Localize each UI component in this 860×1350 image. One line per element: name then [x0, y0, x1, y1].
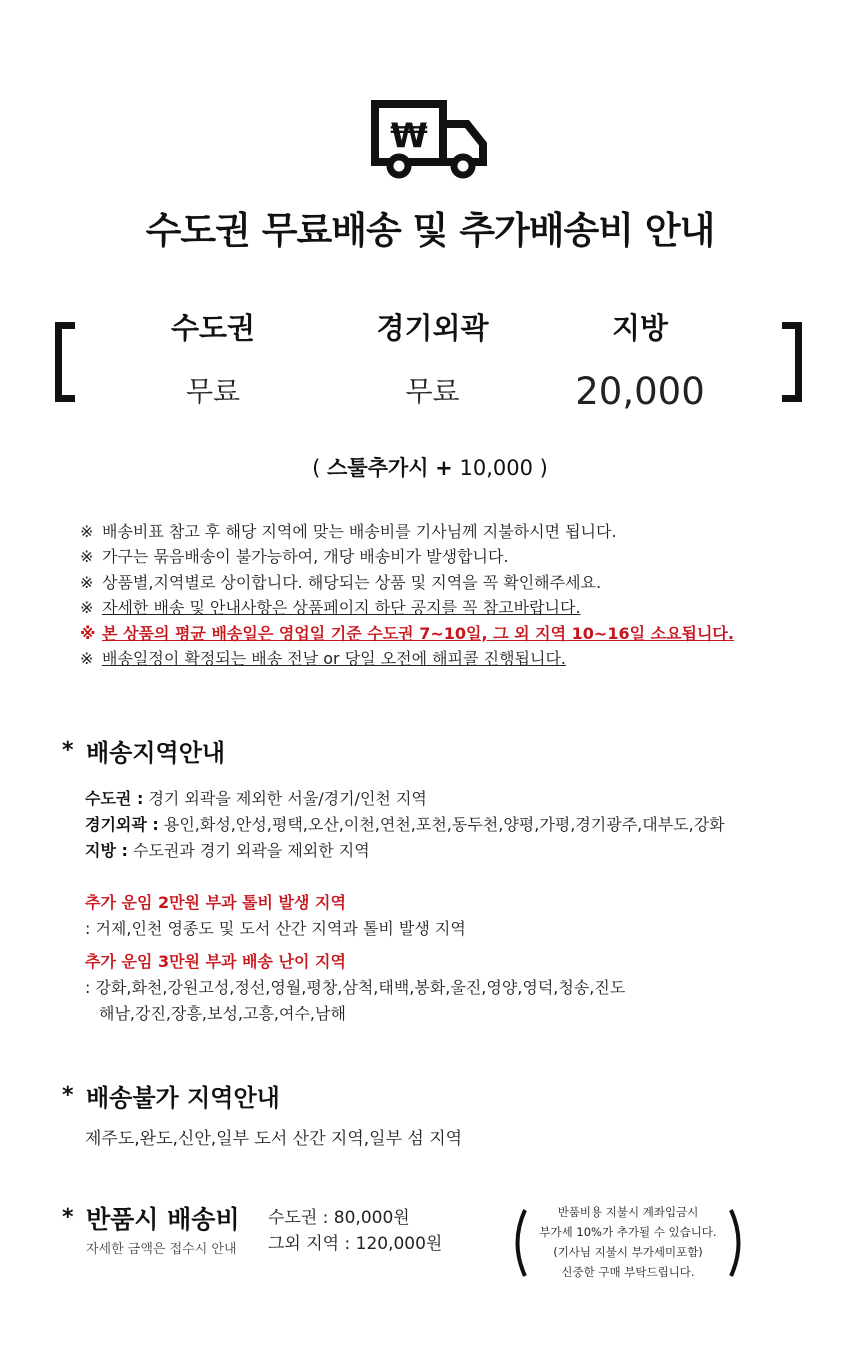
section-title-returns: * 반품시 배송비 [62, 1205, 240, 1234]
extra-fee-title: 추가 운임 2만원 부과 톨비 발생 지역 [85, 893, 346, 912]
notice-list [80, 519, 840, 671]
zone-fee: 무료 [185, 375, 241, 408]
zone-gyeonggi-outer [355, 308, 510, 414]
extra-fee-3man [85, 949, 625, 1027]
page-title: 수도권 무료배송 및 추가배송비 안내 [145, 209, 715, 252]
zone-name: 경기외곽 [376, 311, 489, 345]
area-row: 지방 : 수도권과 경기 외곽을 제외한 지역 [85, 841, 370, 860]
returns-subtitle: 자세한 금액은 접수시 안내 [86, 1242, 237, 1257]
notice-item: ※ 가구는 묶음배송이 불가능하여, 개당 배송비가 발생합니다. [80, 547, 509, 567]
area-row: 수도권 : 경기 외곽을 제외한 서울/경기/인천 지역 [85, 789, 427, 808]
zone-fee: 20,000 [575, 370, 705, 413]
extra-fee-regions: : 강화,화천,강원고성,정선,영월,평창,삼척,태백,봉화,울진,영양,영덕,청송,진도 [85, 978, 626, 997]
extra-fee-regions: : 거제,인천 영종도 및 도서 산간 지역과 톨비 발생 지역 [85, 919, 466, 938]
no-delivery-regions: 제주도,완도,신안,일부 도서 산간 지역,일부 섬 지역 [85, 1129, 463, 1149]
extra-fee-title: 추가 운임 3만원 부과 배송 난이 지역 [85, 952, 346, 971]
stool-amount: 10,000 [459, 456, 533, 480]
notice-item: ※ 자세한 배송 및 안내사항은 상품페이지 하단 공지를 꼭 참고바랍니다. [80, 598, 581, 618]
zone-capital [148, 308, 278, 414]
section-title-delivery-area: * 배송지역안내 [62, 738, 226, 767]
notice-item: ※ 상품별,지역별로 상이합니다. 해당되는 상품 및 지역을 꼭 확인해주세요. [80, 572, 602, 592]
extra-fee-regions: 해남,강진,장흥,보성,고흥,여수,남해 [99, 1004, 346, 1023]
zone-name: 지방 [611, 311, 669, 345]
notice-item: ※ 배송비표 참고 후 해당 지역에 맞는 배송비를 기사님께 지불하시면 됩니다. [80, 522, 617, 541]
notice-item: ※ 배송일정이 확정되는 배송 전날 or 당일 오전에 해피콜 진행됩니다. [80, 649, 566, 669]
delivery-truck-won-icon [371, 100, 489, 180]
return-notice [508, 1202, 748, 1282]
stool-surcharge: ( 스툴추가시 + 10,000 ) [312, 456, 548, 480]
zone-fee: 무료 [405, 375, 460, 408]
zone-province [570, 308, 710, 414]
delivery-area-list [85, 786, 725, 864]
section-title-no-delivery: * 배송불가 지역안내 [62, 1083, 280, 1112]
return-prices [268, 1205, 442, 1257]
right-paren-icon [726, 1208, 748, 1278]
return-notice-line: 부가세 10%가 추가될 수 있습니다. [539, 1225, 717, 1239]
svg-text:₩: ₩ [390, 116, 428, 156]
left-bracket [55, 322, 75, 402]
return-notice-line: 신중한 구매 부탁드립니다. [561, 1265, 695, 1279]
return-notice-line: 반품비용 지불시 계좌입금시 [557, 1205, 699, 1219]
return-notice-line: (기사님 지불시 부가세미포함) [553, 1245, 703, 1259]
right-bracket [782, 322, 802, 402]
left-paren-icon [508, 1208, 530, 1278]
return-price-capital: 수도권 : 80,000원 [268, 1208, 410, 1228]
zone-name: 수도권 [170, 311, 256, 345]
extra-fee-2man [85, 890, 466, 942]
area-row: 경기외곽 : 용인,화성,안성,평택,오산,이천,연천,포천,동두천,양평,가평,경기광주,대부도,강화 [85, 815, 725, 834]
notice-item-highlight: ※ 본 상품의 평균 배송일은 영업일 기준 수도권 7~10일, 그 외 지역 10~16일 소요됩니다. [80, 623, 734, 643]
stool-label: 스툴추가시 [327, 456, 429, 480]
return-price-other: 그외 지역 : 120,000원 [268, 1234, 443, 1254]
